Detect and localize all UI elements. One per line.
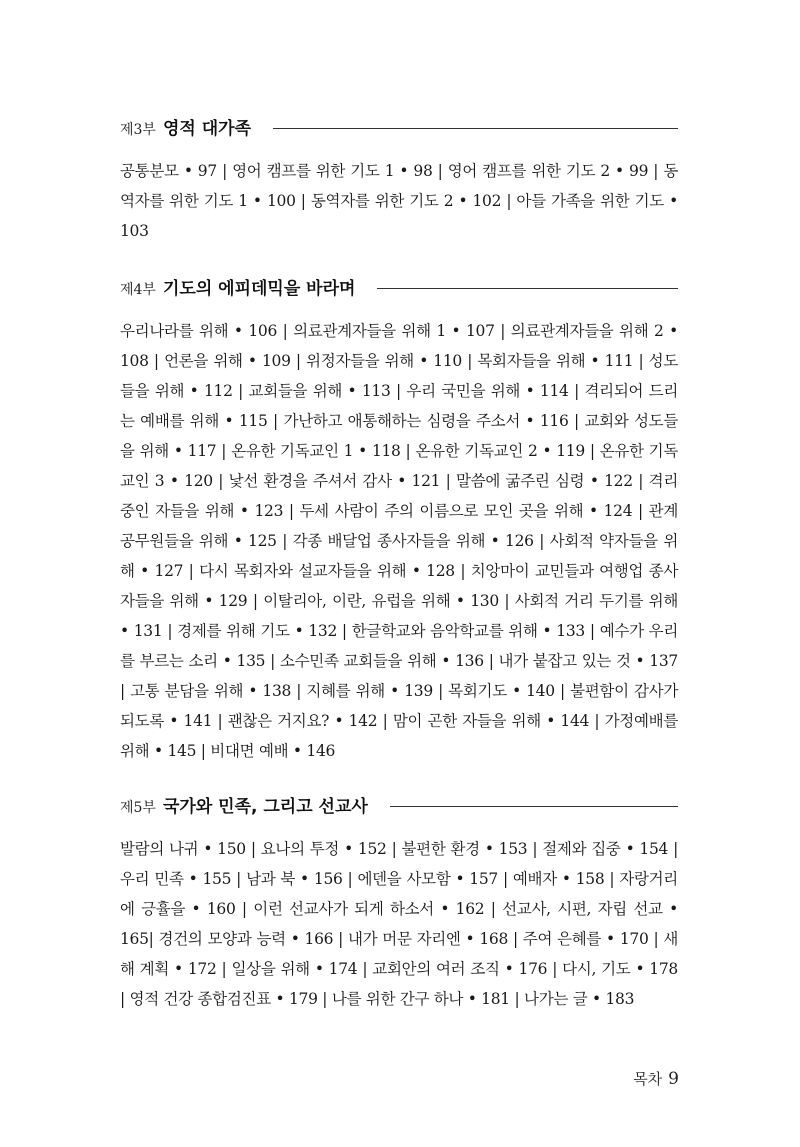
part-4-label: 제4부	[120, 282, 156, 298]
part-4-header	[120, 274, 678, 299]
part-3-title: 영적 대가족	[162, 119, 251, 139]
part-5-title: 국가와 민족, 그리고 선교사	[162, 797, 368, 817]
part-5-header	[120, 792, 678, 817]
part-5-contents: 발람의 나귀 • 150 | 요나의 투정 • 152 | 불편한 환경 • 153 | 절제와 집중 • 154 | 우리 민족 • 155 | 남과 북 • 156 | 에덴을 사모함 • 157 | 예배자 • 158 | 자랑거리에 긍휼을 • 160 | 이런 선교사가 되게 하소서 • 162 | 선교사, 시편, 자립 선교 • 165| 경건의 모양과 능력 • 166 | 내가 머문 자리엔 • 168 | 주여 은혜를 • 170 | 새해 계획 • 172 | 일상을 위해 • 174 | 교회안의 여러 조직 • 176 | 다시, 기도 • 178 | 영적 건강 종합검진표 • 179 | 나를 위한 간구 하나 • 181 | 나가는 글 • 183	[120, 840, 678, 1008]
part-3-rule	[273, 128, 678, 129]
part-3-label: 제3부	[120, 122, 156, 138]
footer-section-label: 목차	[633, 1070, 663, 1088]
part-3-contents: 공통분모 • 97 | 영어 캠프를 위한 기도 1 • 98 | 영어 캠프를 위한 기도 2 • 99 | 동역자를 위한 기도 1 • 100 | 동역자를 위한 기도 2 • 102 | 아들 가족을 위한 기도 • 103	[120, 162, 678, 240]
part-3-header	[120, 114, 678, 139]
page-footer	[633, 1068, 679, 1089]
part-4-rule	[377, 288, 678, 289]
page-number: 9	[668, 1069, 679, 1089]
part-5-label: 제5부	[120, 800, 156, 816]
part-4-contents: 우리나라를 위해 • 106 | 의료관계자들을 위해 1 • 107 | 의료관계자들을 위해 2 • 108 | 언론을 위해 • 109 | 위정자들을 위해 • 110 | 목회자들을 위해 • 111 | 성도들을 위해 • 112 | 교회들을 위해 • 113 | 우리 국민을 위해 • 114 | 격리되어 드리는 예배를 위해 • 115 | 가난하고 애통해하는 심령을 주소서 • 116 | 교회와 성도들을 위해 • 117 | 온유한 기독교인 1 • 118 | 온유한 기독교인 2 • 119 | 온유한 기독교인 3 • 120 | 낯선 환경을 주셔서 감사 • 121 | 말씀에 굶주린 심령 • 122 | 격리 중인 자들을 위해 • 123 | 두세 사람이 주의 이름으로 모인 곳을 위해 • 124 | 관계 공무원들을 위해 • 125 | 각종 배달업 종사자들을 위해 • 126 | 사회적 약자들을 위해 • 127 | 다시 목회자와 설교자들을 위해 • 128 | 치앙마이 교민들과 여행업 종사자들을 위해 • 129 | 이탈리아, 이란, 유럽을 위해 • 130 | 사회적 거리 두기를 위해 • 131 | 경제를 위해 기도 • 132 | 한글학교와 음악학교를 위해 • 133 | 예수가 우리를 부르는 소리 • 135 | 소수민족 교회들을 위해 • 136 | 내가 붙잡고 있는 것 • 137 | 고통 분담을 위해 • 138 | 지혜를 위해 • 139 | 목회기도 • 140 | 불편함이 감사가 되도록 • 141 | 괜찮은 거지요? • 142 | 맘이 곤한 자들을 위해 • 144 | 가정예배를 위해 • 145 | 비대면 예배 • 146	[120, 322, 678, 760]
part-5-rule	[390, 806, 678, 807]
part-4-title: 기도의 에피데믹을 바라며	[162, 279, 356, 299]
